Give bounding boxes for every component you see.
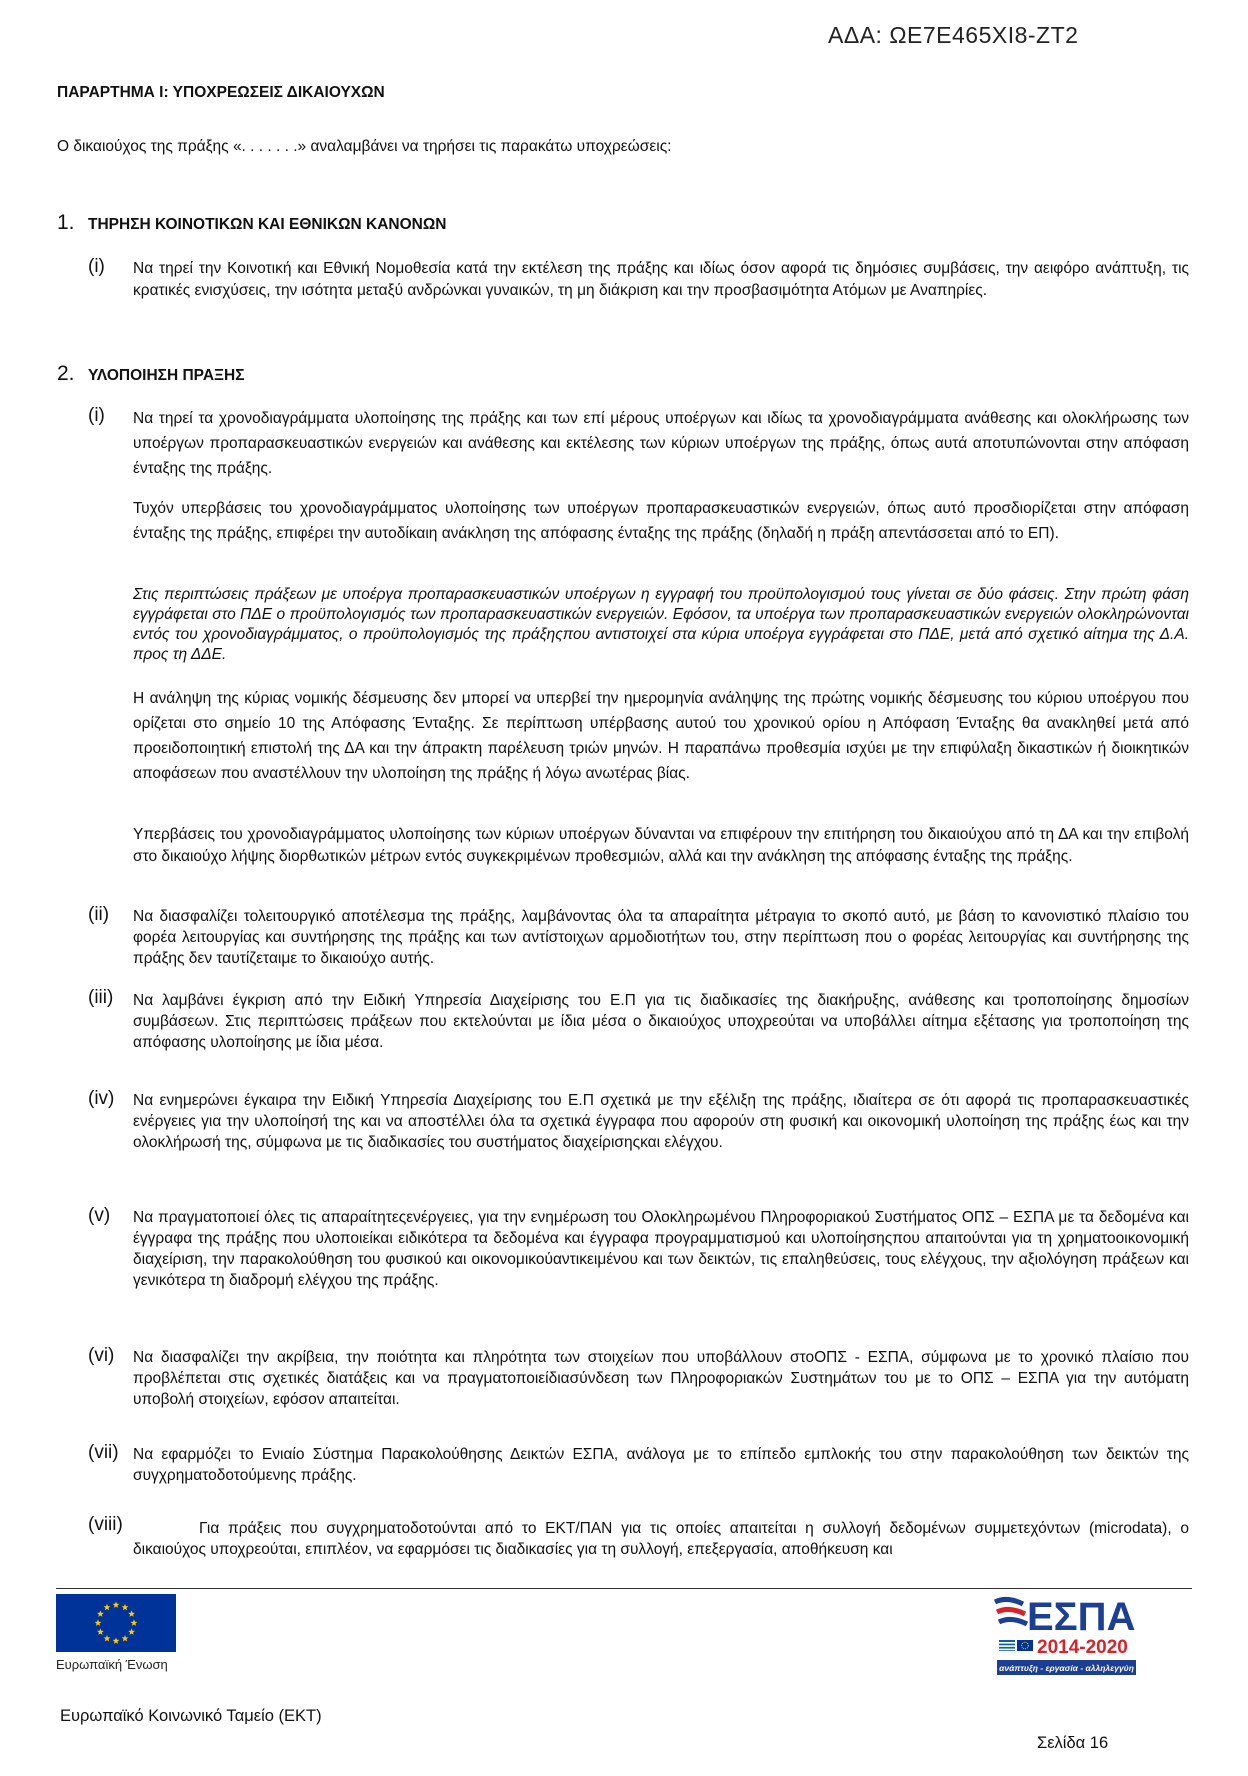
footer-divider: [56, 1588, 1192, 1589]
item-label: (i): [88, 405, 105, 426]
espa-slogan: ανάπτυξη - εργασία - αλληλεγγύη: [999, 1663, 1134, 1673]
espa-wordmark: ΕΣΠΑ: [1027, 1595, 1136, 1639]
item-label: (v): [88, 1205, 111, 1226]
item-label: (i): [88, 256, 105, 277]
section-2-title: ΥΛΟΠΟΙΗΣΗ ΠΡΑΞΗΣ: [88, 367, 245, 384]
eu-label: Ευρωπαϊκή Ένωση: [56, 1657, 168, 1672]
greece-flag-icon: [999, 1640, 1015, 1651]
item-text: Να τηρεί τα χρονοδιαγράμματα υλοποίησης της πράξης και των επί μέρους υποέργων και ιδίως τα χρονοδιαγράμματα ανάθεσης και ολοκλήρωσης των υποέργων προπαρασκευαστικών ενεργειών και ανάθεσης και εκτέλεσης των κύριων υποέργων της πράξης, όπως αυτά αποτυπώνονται στην απόφαση ένταξης της πράξης.: [133, 410, 1189, 477]
item-text: Να ενημερώνει έγκαιρα την Ειδική Υπηρεσία Διαχείρισης του Ε.Π σχετικά με την εξέλιξη της πράξης, ιδιαίτερα σε ότι αφορά τις προπαρασκευαστικές ενέργειες για την υλοποίησή της και να αποστέλλει όλα τα σχετικά έγγραφα που αφορούν στη φυσική και οικονομική υλοποίηση της πράξης έως και την ολοκλήρωσή της, σύμφωνα με τις διαδικασίες του συστήματος διαχείρισηςκαι ελέγχου.: [133, 1092, 1189, 1151]
ada-code: ΑΔΑ: ΩΕ7Ε465ΧΙ8-ΖΤ2: [828, 22, 1079, 48]
item-text: Να εφαρμόζει το Ενιαίο Σύστημα Παρακολούθησης Δεικτών ΕΣΠΑ, ανάλογα με το επίπεδο εμπλοκής του στην παρακολούθηση των δεικτών της συγχρηματοδοτούμενης πράξης.: [133, 1446, 1189, 1484]
item-text: Να διασφαλίζει την ακρίβεια, την ποιότητα και πληρότητα των στοιχείων που υποβάλλουν στοΟΠΣ - ΕΣΠΑ, σύμφωνα με το χρονικό πλαίσιο που προβλέπεται στις σχετικές διατάξεις και να πραγματοποιείδιασύνδεση των Πληροφοριακών Συστημάτων του με το ΟΠΣ – ΕΣΠΑ για την αυτόματη υποβολή στοιχείων, εφόσον απαιτείται.: [133, 1349, 1189, 1408]
item-text: Να λαμβάνει έγκριση από την Ειδική Υπηρεσία Διαχείρισης του Ε.Π για τις διαδικασίες της διακήρυξης, ανάθεσης και τροποποίησης δημοσίων συμβάσεων. Στις περιπτώσεις πράξεων που εκτελούνται με ίδια μέσα ο δικαιούχος υποχρεούται να υποβάλλει αίτημα εξέτασης για τροποποίηση της απόφασης υλοποίησης με ίδια μέσα.: [133, 992, 1189, 1051]
section-2-number: 2.: [57, 362, 75, 385]
item-label: (viii): [88, 1514, 123, 1535]
item-text: Να διασφαλίζει τολειτουργικό αποτέλεσμα της πράξης, λαμβάνοντας όλα τα απαραίτητα μέτραγια το σκοπό αυτό, με βάση το κανονιστικό πλαίσιο του φορέα λειτουργίας και συντήρησης της πράξης και των αντίστοιχων αρμοδιοτήτων του, στην περίπτωση που ο φορέας λειτουργίας και συντήρησης της πράξης δεν ταυτίζεταιμε το δικαιούχο αυτής.: [133, 908, 1189, 967]
item-paragraph: Υπερβάσεις του χρονοδιαγράμματος υλοποίησης των κύριων υποέργων δύνανται να επιφέρουν την επιτήρηση του δικαιούχου από τη ΔΑ και την επιβολή στο δικαιούχο λήψης διορθωτικών μέτρων εντός συγκεκριμένων προθεσμιών, αλλά και την ανάκληση της απόφασης ένταξης της πράξης.: [133, 826, 1189, 865]
page-number: Σελίδα 16: [1037, 1734, 1109, 1752]
eu-flag-small-icon: [1017, 1640, 1033, 1651]
item-label: (vi): [88, 1345, 115, 1366]
fund-name: Ευρωπαϊκό Κοινωνικό Ταμείο (ΕΚΤ): [60, 1707, 322, 1725]
item-label: (ii): [88, 904, 110, 925]
espa-swoosh-icon: [995, 1599, 1027, 1624]
annex-title: ΠΑΡΑΡΤΗΜΑ Ι: ΥΠΟΧΡΕΩΣΕΙΣ ΔΙΚΑΙΟΥΧΩΝ: [57, 84, 385, 101]
item-paragraph: Η ανάληψη της κύριας νομικής δέσμευσης δεν μπορεί να υπερβεί την ημερομηνία ανάληψης της πρώτης νομικής δέσμευσης του κύριου υποέργου που ορίζεται στο σημείο 10 της Απόφασης Ένταξης. Σε περίπτωση υπέρβασης αυτού του χρονικού ορίου η Απόφαση Ένταξης θα ανακληθεί μετά από προειδοποιητική επιστολή της ΔΑ και την άπρακτη παρέλευση τριών μηνών. Η παραπάνω προθεσμία ισχύει με την επιφύλαξη δικαστικών ή διοικητικών αποφάσεων που αναστέλλουν την υλοποίηση της πράξης ή λόγω ανωτέρας βίας.: [133, 690, 1189, 782]
section-1-title: ΤΗΡΗΣΗ ΚΟΙΝΟΤΙΚΩΝ ΚΑΙ ΕΘΝΙΚΩΝ ΚΑΝΟΝΩΝ: [88, 216, 447, 233]
intro-text: Ο δικαιούχος της πράξης «. . . . . . .» αναλαμβάνει να τηρήσει τις παρακάτω υποχρεώσεις:: [57, 138, 672, 155]
section-1-number: 1.: [57, 211, 75, 234]
item-paragraph: Τυχόν υπερβάσεις του χρονοδιαγράμματος υλοποίησης των υποέργων προπαρασκευαστικών ενεργειών, όπως αυτό προσδιορίζεται στην απόφαση ένταξης της πράξης, επιφέρει την αυτοδίκαιη ανάκληση της απόφασης ένταξης της πράξης (δηλαδή η πράξη απεντάσσεται από το ΕΠ).: [133, 500, 1189, 542]
item-text: Για πράξεις που συγχρηματοδοτούνται από το ΕΚΤ/ΠΑΝ για τις οποίες απαιτείται η συλλογή δεδομένων συμμετεχόντων (microdata), ο δικαιούχος υποχρεούται, επιπλέον, να εφαρμόσει τις διαδικασίες για τη συλλογή, επεξεργασία, αποθήκευση και: [133, 1520, 1189, 1558]
item-text: Να πραγματοποιεί όλες τις απαραίτητεςενέργειες, για την ενημέρωση του Ολοκληρωμένου Πληροφοριακού Συστήματος ΟΠΣ – ΕΣΠΑ με τα δεδομένα και έγγραφα της πράξης που υλοποιείκαι ειδικότερα τα δεδομένα και έγγραφα προγραμματισμού και υλοποίησηςπου απαιτούνται για τη χρηματοοικονομική διαχείριση, την παρακολούθηση του φυσικού και οικονομικούαντικειμένου και των δεικτών, τις επαληθεύσεις, τους ελέγχους, την αξιολόγηση πράξεων και γενικότερα τη διαδρομή ελέγχου της πράξης.: [133, 1209, 1189, 1289]
eu-flag-icon: [56, 1594, 176, 1652]
item-label: (iv): [88, 1088, 115, 1109]
espa-logo: [993, 1590, 1140, 1680]
item-label: (vii): [88, 1442, 119, 1463]
item-text: Να τηρεί την Κοινοτική και Εθνική Νομοθεσία κατά την εκτέλεση της πράξης και ιδίως όσον αφορά τις δημόσιες συμβάσεις, την αειφόρο ανάπτυξη, τις κρατικές ενισχύσεις, την ισότητα μεταξύ ανδρώνκαι γυναικών, τη μη διάκριση και την προσβασιμότητα Ατόμων με Αναπηρίες.: [133, 260, 1189, 299]
espa-years: 2014-2020: [1037, 1637, 1128, 1658]
item-paragraph-italic: Στις περιπτώσεις πράξεων με υποέργα προπαρασκευαστικών υποέργων η εγγραφή του προϋπολογισμού τους γίνεται σε δύο φάσεις. Στην πρώτη φάση εγγράφεται στο ΠΔΕ ο προϋπολογισμός των προπαρασκευαστικών ενεργειών. Εφόσον, τα υποέργα των προπαρασκευαστικών ενεργειών ολοκληρώνονται εντός του χρονοδιαγράμματος, ο προϋπολογισμός της πράξηςπου αντιστοιχεί στα κύρια υποέργα εγγράφεται στο ΠΔΕ, μετά από σχετικό αίτημα της Δ.Α. προς τη ΔΔΕ.: [133, 586, 1189, 663]
item-label: (iii): [88, 987, 114, 1008]
